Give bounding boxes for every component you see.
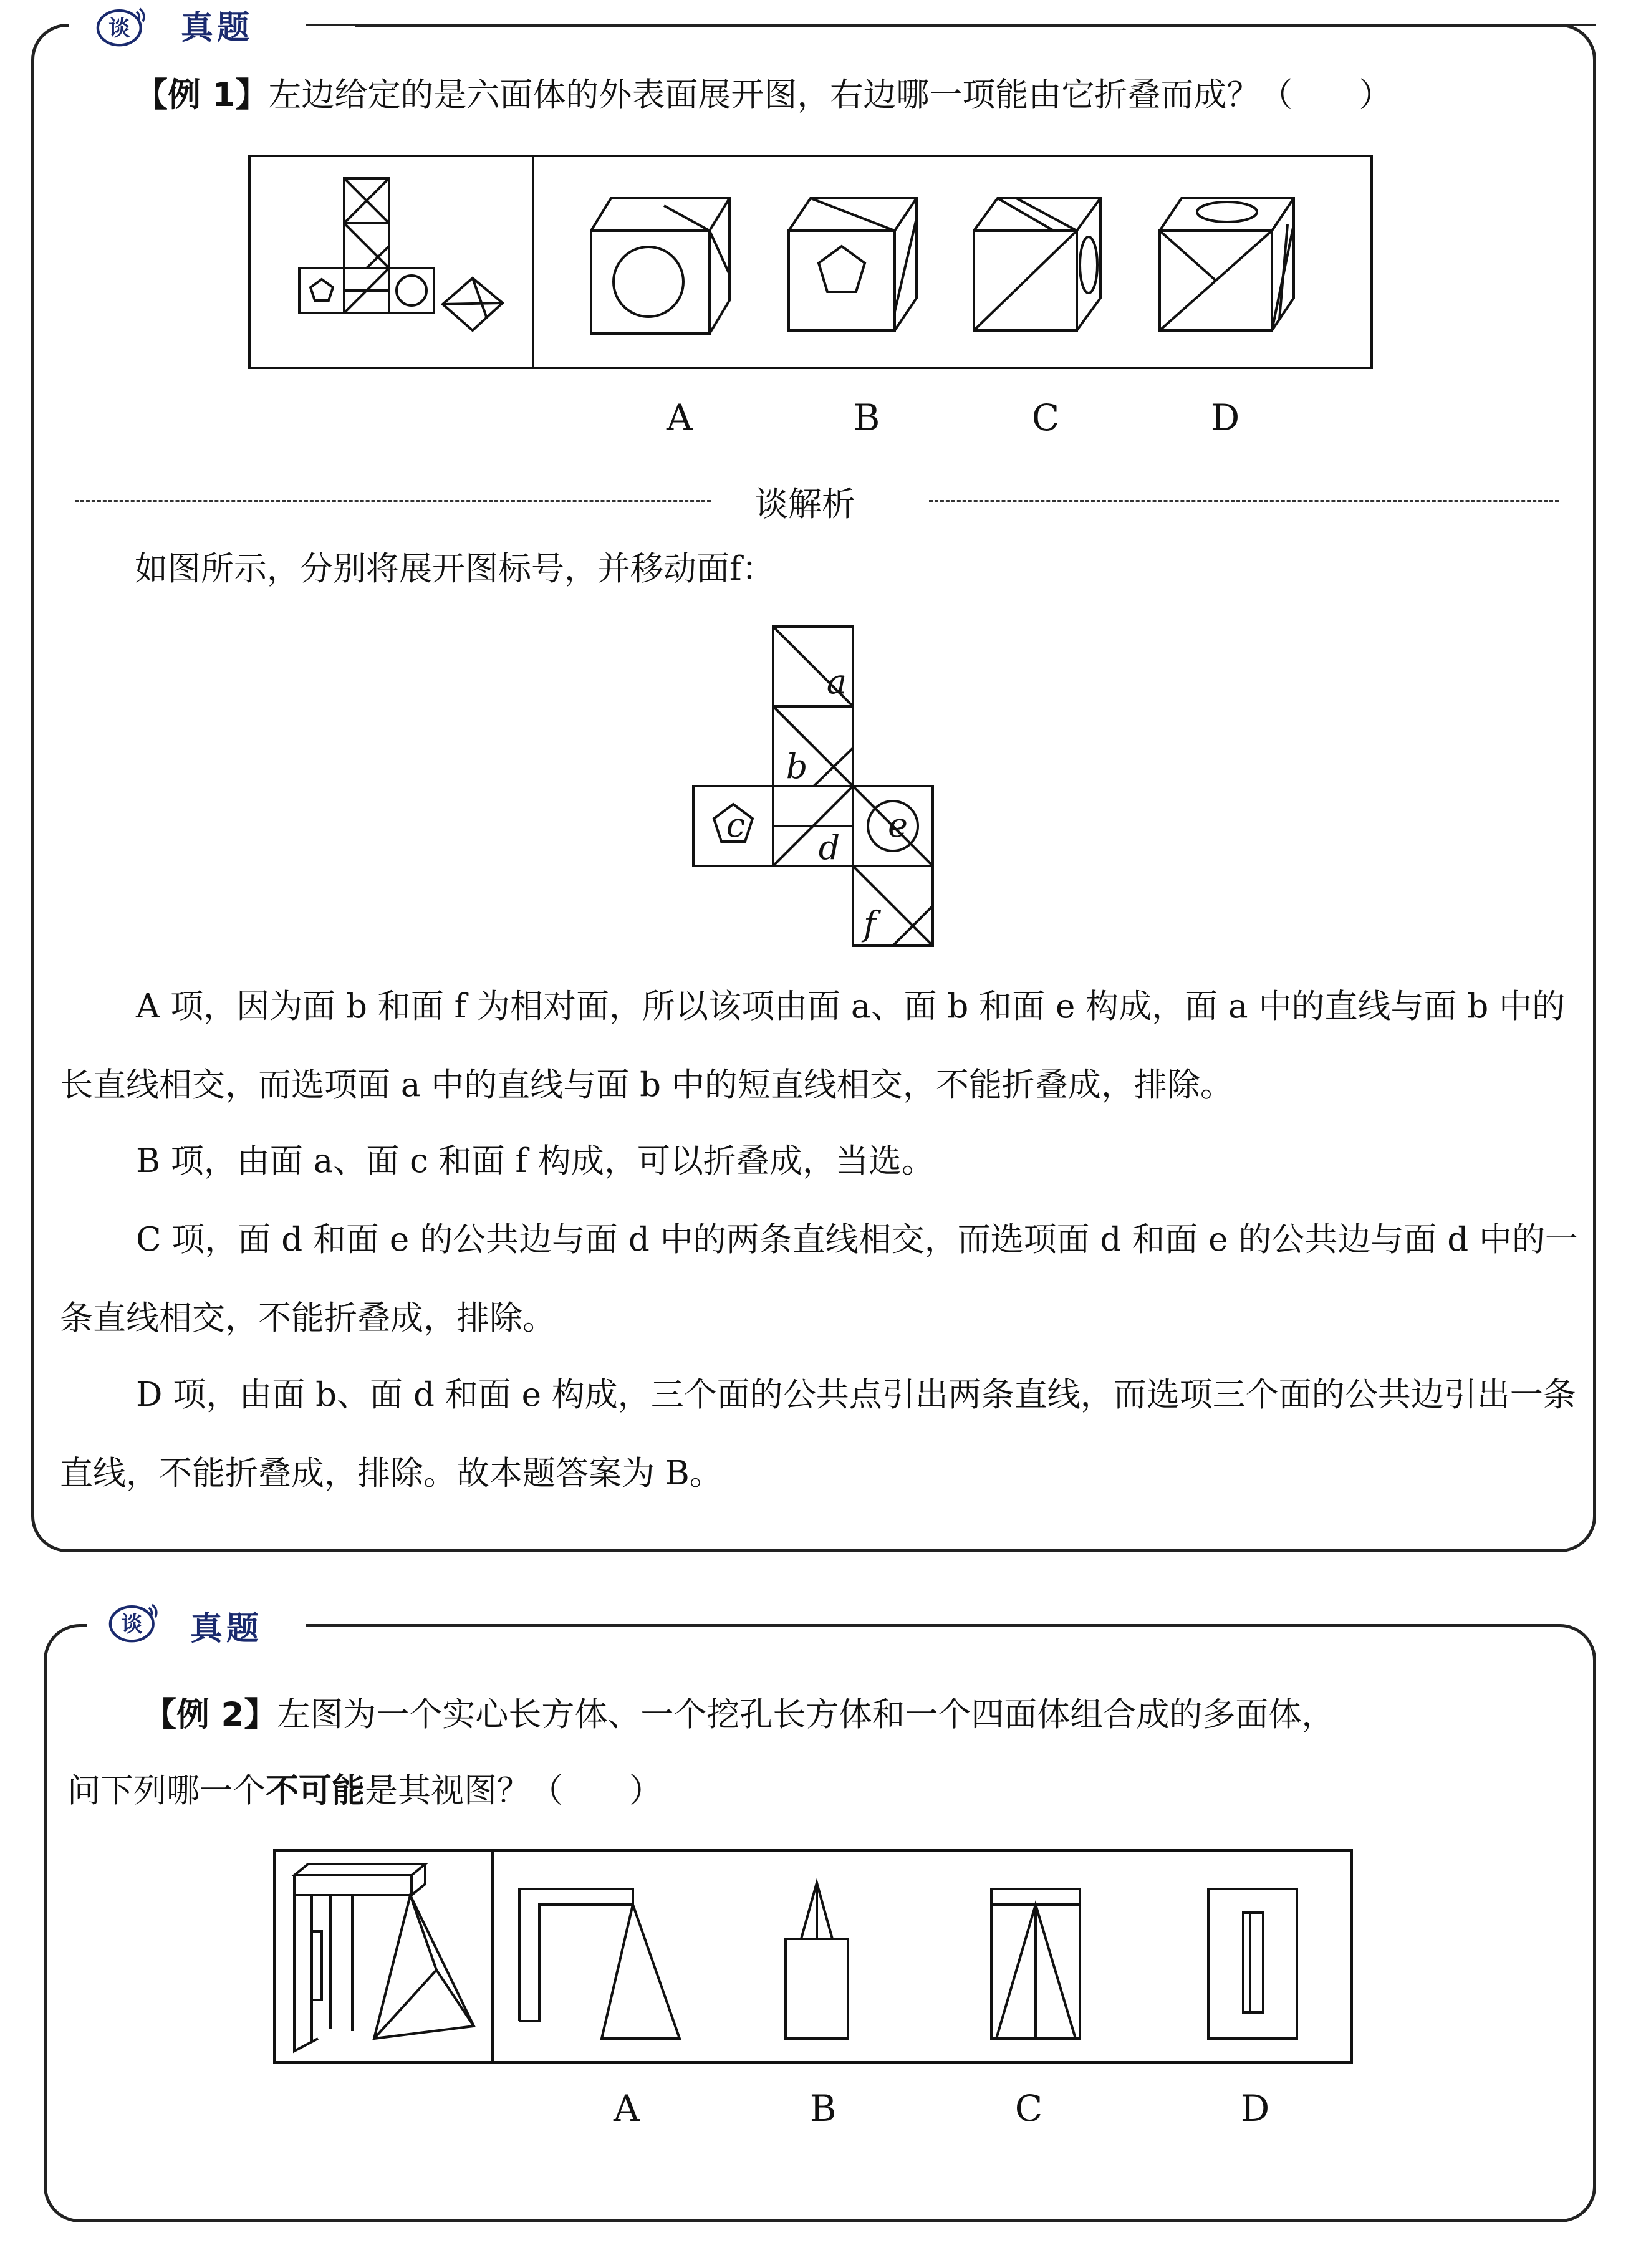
question-2-line-2: 问下列哪一个不可能是其视图？（ ） xyxy=(67,1772,662,1810)
svg-text:谈: 谈 xyxy=(108,16,130,41)
polyhedron-model xyxy=(294,1864,474,2051)
analysis-paragraph-c: C 项，面 d 和面 e 的公共边与面 d 中的两条直线相交，而选项面 d 和面 e 的公共边与面 d 中的一条直线相交，不能折叠成，排除。 xyxy=(60,1221,1579,1337)
option-c-label-1: C xyxy=(1031,396,1060,439)
option-b-label-1: B xyxy=(853,396,880,439)
option-a-label-2: A xyxy=(614,2087,640,2130)
option-b-view-2 xyxy=(786,1883,848,2039)
question-tag-2: 例 2 xyxy=(176,1696,244,1734)
option-a-label-1: A xyxy=(667,396,693,439)
question-2-line-1: 【例 2】左图为一个实心长方体、一个挖孔长方体和一个四面体组合成的多面体， xyxy=(143,1696,1335,1734)
option-c-view-2 xyxy=(991,1889,1080,2039)
question-1: 【例 1】左边给定的是六面体的外表面展开图，右边哪一项能由它折叠而成？（ ） xyxy=(135,76,1392,114)
option-c-label-2: C xyxy=(1014,2087,1043,2130)
header-title-2: 真题 xyxy=(190,1610,263,1648)
option-b-label-2: B xyxy=(809,2087,837,2130)
option-a-view-2 xyxy=(519,1889,680,2039)
option-d-label-2: D xyxy=(1240,2087,1270,2130)
svg-text:d: d xyxy=(818,828,840,867)
analysis-intro: 如图所示，分别将展开图标号，并移动面f： xyxy=(135,550,775,588)
svg-text:e: e xyxy=(888,805,908,845)
svg-text:c: c xyxy=(726,805,746,845)
analysis-paragraph-d: D 项，由面 b、面 d 和面 e 构成，三个面的公共点引出两条直线，而选项三个面的公共边引出一条直线，不能折叠成，排除。故本题答案为 B。 xyxy=(60,1376,1576,1492)
svg-text:f: f xyxy=(864,904,876,943)
analysis-paragraph-a: A 项，因为面 b 和面 f 为相对面，所以该项由面 a、面 b 和面 e 构成，面 a 中的直线与面 b 中的长直线相交，而选项面 a 中的直线与面 b 中的短直线相交，不能折叠成，排除。 xyxy=(60,987,1566,1104)
option-d-view-2 xyxy=(1208,1889,1297,2039)
svg-text:a: a xyxy=(826,662,847,701)
question-text-1: 左边给定的是六面体的外表面展开图，右边哪一项能由它折叠而成？（ ） xyxy=(268,76,1392,114)
svg-text:谈: 谈 xyxy=(121,1612,143,1637)
svg-text:b: b xyxy=(786,747,808,786)
header-title-1: 真题 xyxy=(181,9,254,47)
analysis-paragraph-b: B 项，由面 a、面 c 和面 f 构成，可以折叠成，当选。 xyxy=(136,1142,935,1180)
question-tag-1: 例 1 xyxy=(168,76,236,114)
analysis-title: 谈解析 xyxy=(754,484,855,524)
option-d-label-1: D xyxy=(1210,396,1240,439)
emphasis-text: 不可能 xyxy=(266,1772,365,1810)
